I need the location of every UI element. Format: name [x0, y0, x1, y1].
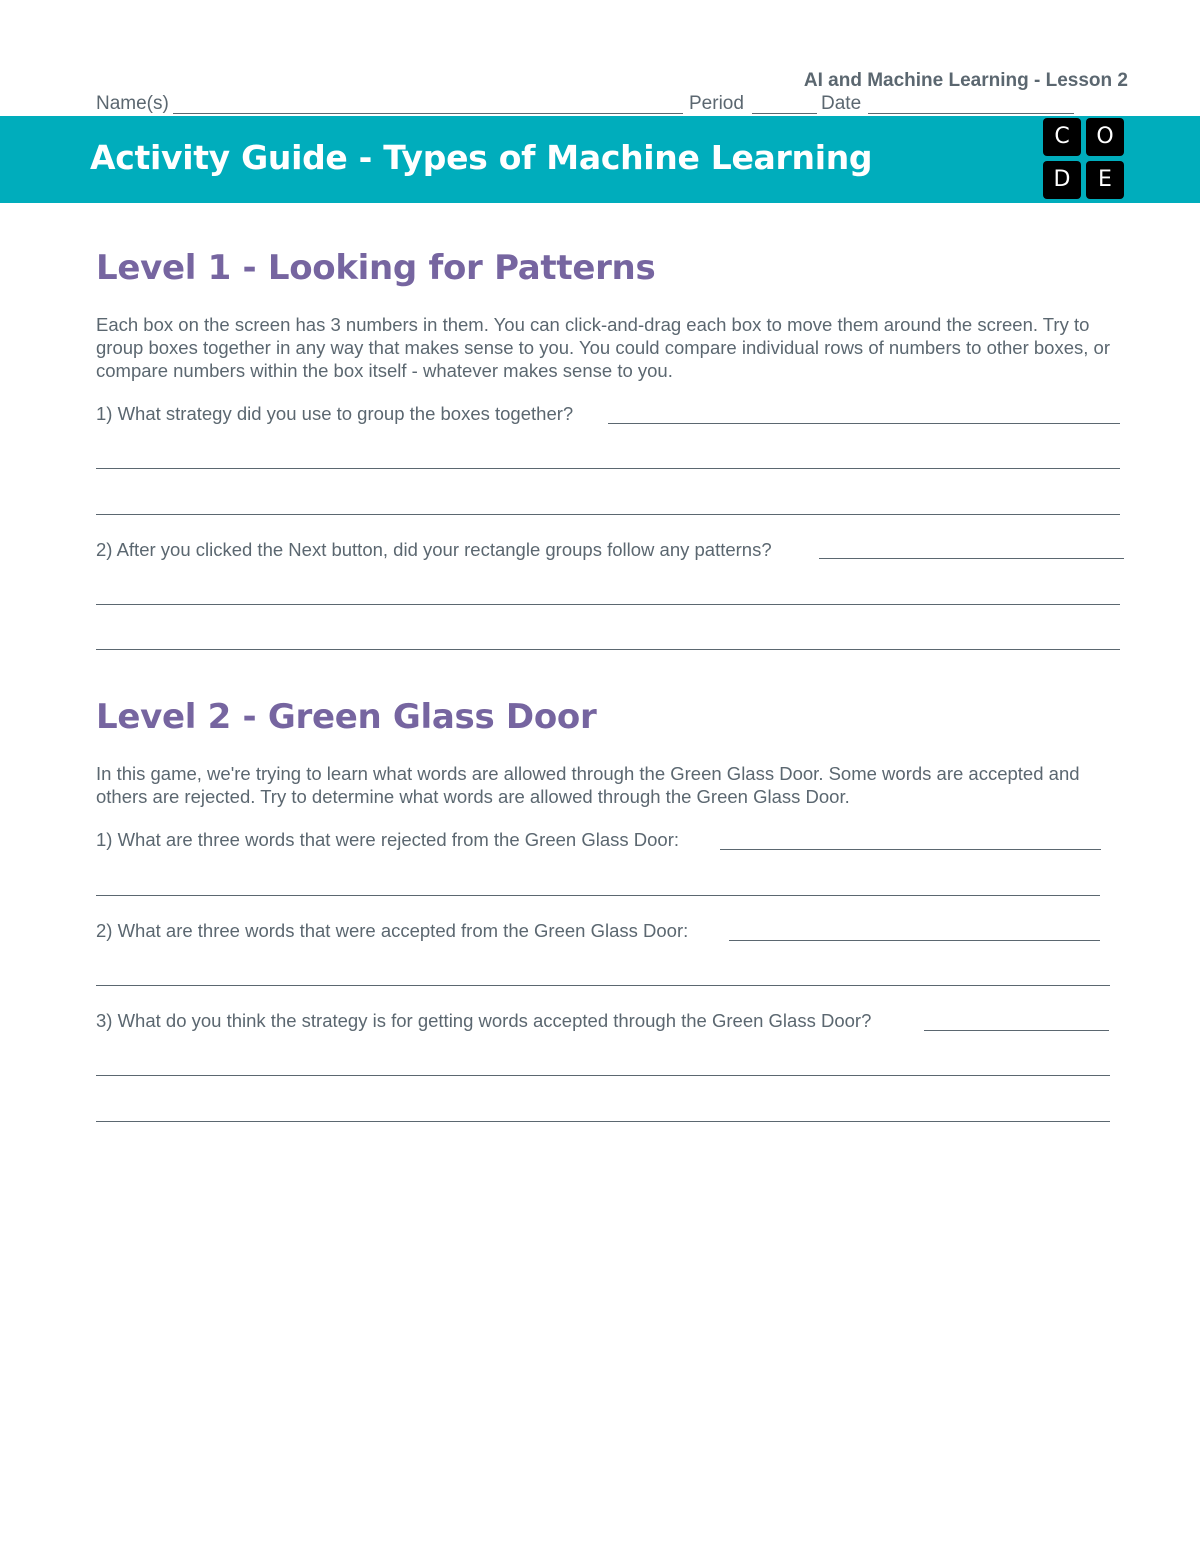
answer-line[interactable]	[96, 985, 1110, 986]
answer-line[interactable]	[729, 940, 1100, 941]
lesson-label: AI and Machine Learning - Lesson 2	[803, 70, 1128, 91]
logo-tile-c: C	[1043, 118, 1081, 156]
answer-line[interactable]	[96, 649, 1120, 650]
answer-line[interactable]	[819, 558, 1124, 559]
level2-question-2: 2) What are three words that were accepted from the Green Glass Door:	[96, 920, 689, 941]
name-field[interactable]	[173, 113, 683, 114]
answer-line[interactable]	[96, 1075, 1110, 1076]
activity-guide-title: Activity Guide - Types of Machine Learning	[90, 138, 873, 177]
answer-line[interactable]	[608, 423, 1120, 424]
answer-line[interactable]	[96, 514, 1120, 515]
answer-line[interactable]	[720, 849, 1101, 850]
answer-line[interactable]	[96, 468, 1120, 469]
logo-tile-e: E	[1086, 161, 1124, 199]
date-field[interactable]	[868, 113, 1074, 114]
code-logo	[1043, 118, 1125, 200]
logo-tile-o: O	[1086, 118, 1124, 156]
period-field[interactable]	[752, 113, 817, 114]
level2-intro: In this game, we're trying to learn what words are allowed through the Green Glass Door. Some words are accepted and others are rejected. Try to determine what words are allowed through the Green Glass Door.	[96, 763, 1080, 807]
period-label: Period	[689, 93, 744, 114]
level1-question-2: 2) After you clicked the Next button, did your rectangle groups follow any patterns?	[96, 539, 772, 560]
logo-tile-d: D	[1043, 161, 1081, 199]
date-label: Date	[821, 93, 862, 114]
level2-heading: Level 2 - Green Glass Door	[96, 697, 597, 737]
level1-heading: Level 1 - Looking for Patterns	[96, 248, 656, 288]
answer-line[interactable]	[96, 1121, 1110, 1122]
answer-line[interactable]	[96, 895, 1100, 896]
level1-intro: Each box on the screen has 3 numbers in them. You can click-and-drag each box to move them around the screen. Try to group boxes together in any way that makes sense to you. You could compare individual rows of numbers to other boxes, or compare numbers within the box itself - whatever makes sense to you.	[96, 314, 1110, 381]
level1-question-1: 1) What strategy did you use to group the boxes together?	[96, 403, 574, 424]
answer-line[interactable]	[924, 1030, 1109, 1031]
answer-line[interactable]	[96, 604, 1120, 605]
name-label: Name(s)	[96, 93, 169, 114]
level2-question-1: 1) What are three words that were rejected from the Green Glass Door:	[96, 829, 679, 850]
level2-question-3: 3) What do you think the strategy is for getting words accepted through the Green Glass Door?	[96, 1010, 872, 1031]
